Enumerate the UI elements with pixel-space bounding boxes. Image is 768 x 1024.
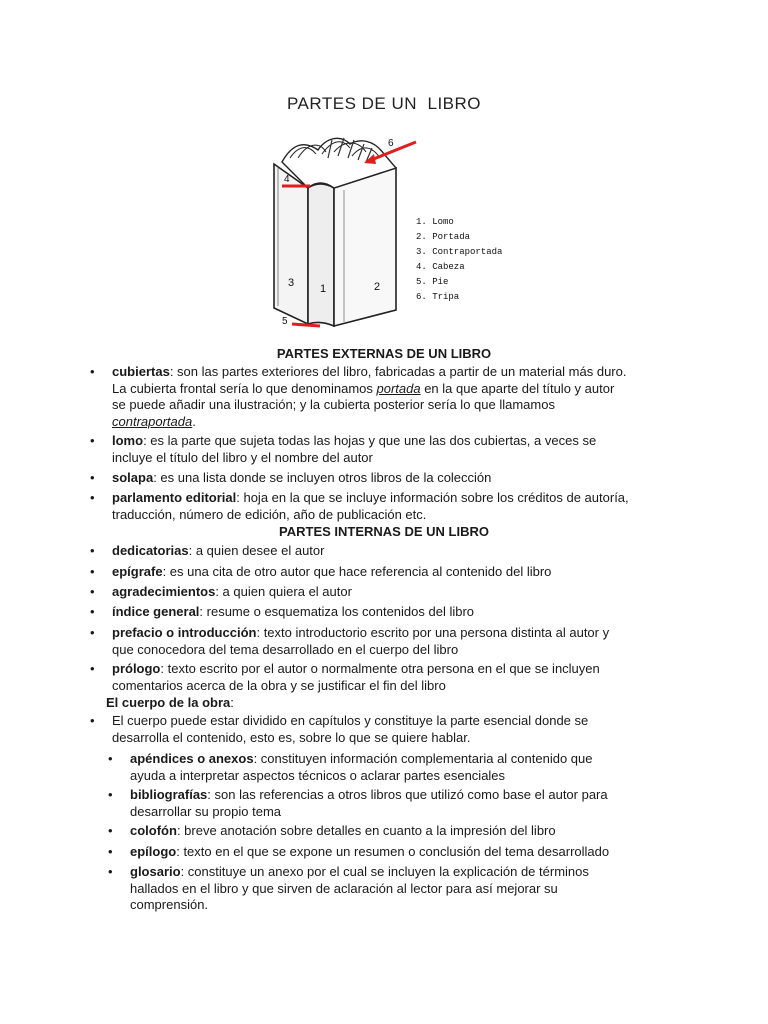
- list-item: [90, 625, 672, 658]
- item-text: que conocedora del tema desarrollado en el cuerpo del libro: [112, 641, 459, 657]
- portada-link[interactable]: portada: [376, 380, 421, 396]
- figure-number-5: 5: [282, 316, 288, 327]
- figure-number-3: 3: [288, 277, 295, 289]
- term-label: prefacio o introducción: [112, 625, 257, 640]
- external-parts-heading: PARTES EXTERNAS DE UN LIBRO: [276, 346, 492, 361]
- list-item: [90, 713, 672, 746]
- item-text: comentarios acerca de la obra y se justificar el fin del libro: [112, 677, 446, 693]
- bullet-icon: •: [90, 604, 95, 619]
- item-text: se puede añadir una ilustración; y la cubierta posterior sería lo que llamamos: [112, 397, 555, 412]
- item-text: : es una lista donde se incluyen otros libros de la colección: [153, 470, 492, 485]
- bullet-icon: •: [90, 625, 95, 640]
- list-item: [90, 470, 672, 487]
- item-text: ayuda a interpretar aspectos técnicos o aclarar partes esenciales: [130, 767, 506, 783]
- back-cover-shape: [274, 164, 308, 324]
- list-item: [90, 433, 672, 466]
- list-item: [90, 604, 672, 621]
- item-text: desarrollar su propio tema: [130, 803, 282, 819]
- bullet-icon: •: [90, 661, 95, 676]
- body-heading-suffix: :: [230, 695, 234, 710]
- book-diagram: [268, 128, 506, 334]
- figure-number-1: 1: [320, 283, 327, 295]
- term-label: lomo: [112, 433, 144, 448]
- front-cover-shape: [334, 168, 396, 326]
- bullet-icon: •: [108, 864, 113, 879]
- bullet-icon: •: [90, 543, 95, 558]
- item-text: : es la parte que sujeta todas las hojas y que une las dos cubiertas, a veces se: [143, 433, 597, 448]
- item-text: La cubierta frontal sería lo que denominamos: [112, 380, 377, 396]
- legend-item-5: 5. Pie: [416, 277, 449, 287]
- body-heading-label: El cuerpo de la obra: [106, 695, 231, 710]
- item-text: : hoja en la que se incluye información sobre los créditos de autoría,: [236, 490, 629, 505]
- item-text: en la que aparte del título y autor: [420, 380, 615, 396]
- bullet-icon: •: [90, 490, 95, 505]
- list-item: [90, 543, 672, 560]
- internal-parts-heading: PARTES INTERNAS DE UN LIBRO: [279, 524, 489, 539]
- list-item: [108, 823, 650, 840]
- list-item: [108, 787, 650, 820]
- figure-number-2: 2: [374, 281, 381, 293]
- term-label: solapa: [112, 470, 154, 485]
- bullet-icon: •: [90, 564, 95, 579]
- term-label: índice general: [112, 604, 200, 619]
- legend-item-4: 4. Cabeza: [416, 262, 465, 272]
- figure-number-6: 6: [388, 138, 394, 149]
- legend-item-1: 1. Lomo: [416, 217, 454, 227]
- book-parts-illustration: [268, 128, 506, 334]
- term-label: apéndices o anexos: [130, 751, 254, 766]
- spine-shape: [308, 184, 334, 326]
- legend-item-2: 2. Portada: [416, 232, 471, 242]
- figure-number-4: 4: [284, 174, 290, 185]
- term-label: parlamento editorial: [112, 490, 237, 505]
- term-label: epílogo: [130, 844, 177, 859]
- term-label: prólogo: [112, 661, 161, 676]
- list-item: [108, 751, 650, 784]
- contraportada-link[interactable]: contraportada: [112, 413, 193, 429]
- term-label: colofón: [130, 823, 177, 838]
- term-label: cubiertas: [112, 364, 170, 379]
- item-text: : constituyen información complementaria al contenido que: [253, 751, 593, 766]
- list-item: [90, 584, 672, 601]
- term-label: agradecimientos: [112, 584, 216, 599]
- list-item: [108, 864, 650, 914]
- item-text: .: [192, 413, 196, 429]
- item-text: desarrolla el contenido, esto es, sobre lo que se quiere hablar.: [112, 729, 471, 745]
- body-section-heading: [106, 695, 234, 712]
- bullet-icon: •: [90, 433, 95, 448]
- bullet-icon: •: [90, 584, 95, 599]
- arrow-5: [292, 324, 320, 326]
- item-text: : son las partes exteriores del libro, fabricadas a partir de un material más duro.: [169, 364, 627, 379]
- bullet-icon: •: [90, 364, 95, 379]
- term-label: dedicatorias: [112, 543, 189, 558]
- bullet-icon: •: [90, 713, 95, 728]
- list-item: [90, 564, 672, 581]
- legend-item-6: 6. Tripa: [416, 292, 460, 302]
- item-text: traducción, número de edición, año de publicación etc.: [112, 506, 427, 522]
- list-item: [90, 661, 672, 694]
- item-text: : texto escrito por el autor o normalmente otra persona en el que se incluyen: [160, 661, 600, 676]
- bullet-icon: •: [108, 823, 113, 838]
- item-text: : texto en el que se expone un resumen o conclusión del tema desarrollado: [176, 844, 610, 859]
- term-label: bibliografías: [130, 787, 208, 802]
- item-text: incluye el título del libro y el nombre del autor: [112, 449, 373, 465]
- item-text: El cuerpo puede estar dividido en capítulos y constituye la parte esencial donde se: [112, 713, 589, 728]
- item-text: : breve anotación sobre detalles en cuanto a la impresión del libro: [176, 823, 556, 838]
- list-item: [90, 364, 672, 430]
- list-item: [108, 844, 650, 861]
- page-title: PARTES DE UN LIBRO: [286, 94, 482, 113]
- term-label: glosario: [130, 864, 181, 879]
- item-text: : son las referencias a otros libros que utilizó como base el autor para: [207, 787, 608, 802]
- item-text: : a quien quiera el autor: [215, 584, 352, 599]
- item-text: : texto introductorio escrito por una persona distinta al autor y: [256, 625, 610, 640]
- item-text: : a quien desee el autor: [188, 543, 325, 558]
- bullet-icon: •: [108, 844, 113, 859]
- item-text: : constituye un anexo por el cual se incluyen la explicación de términos: [180, 864, 589, 879]
- item-text: : es una cita de otro autor que hace referencia al contenido del libro: [162, 564, 552, 579]
- legend-item-3: 3. Contraportada: [416, 247, 503, 257]
- item-text: : resume o esquematiza los contenidos del libro: [199, 604, 475, 619]
- list-item: [90, 490, 672, 523]
- term-label: epígrafe: [112, 564, 163, 579]
- item-text: hallados en el libro y que sirven de aclaración al lector para así mejorar su: [130, 880, 558, 896]
- bullet-icon: •: [90, 470, 95, 485]
- item-text: comprensión.: [130, 897, 209, 912]
- bullet-icon: •: [108, 787, 113, 802]
- bullet-icon: •: [108, 751, 113, 766]
